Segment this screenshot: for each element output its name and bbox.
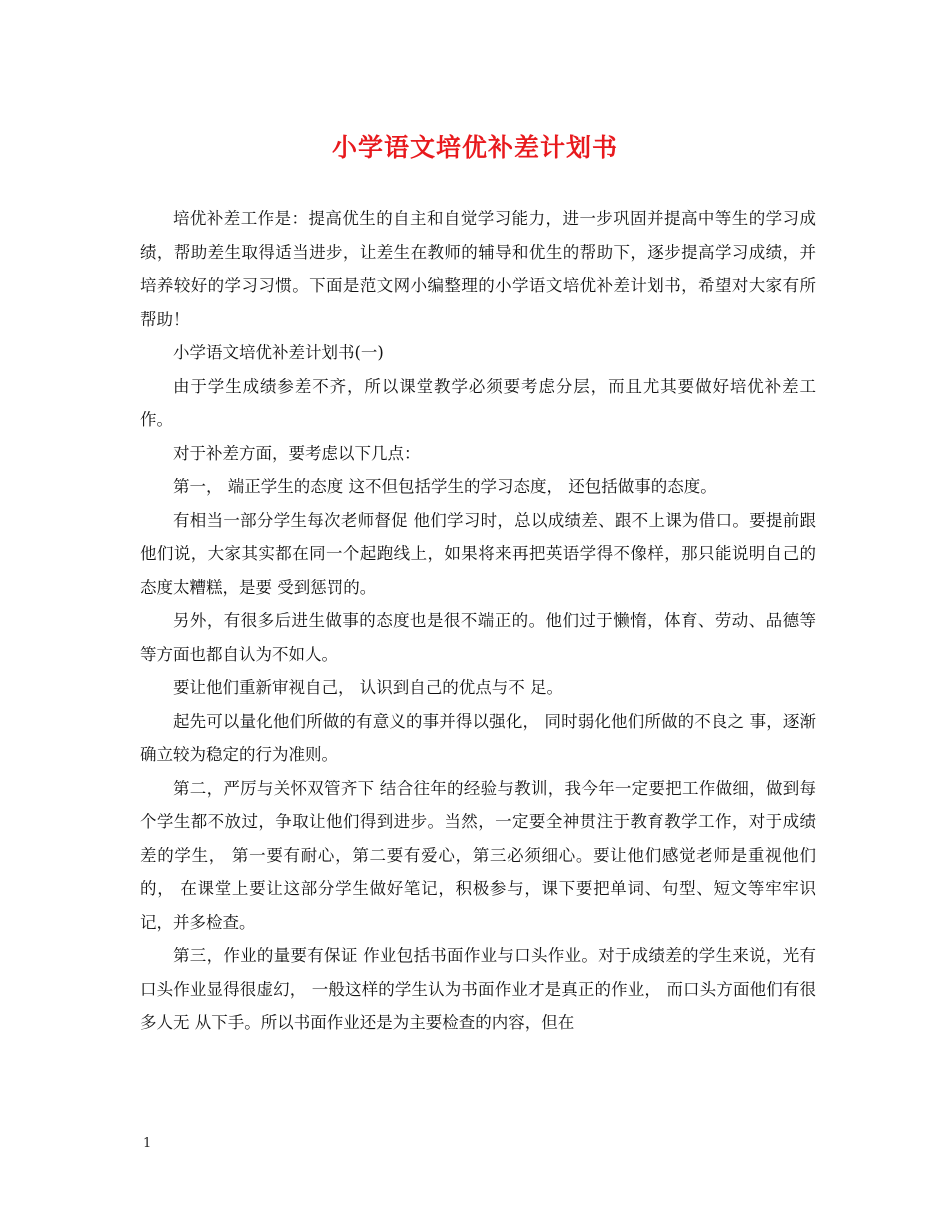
document-body [140,202,816,1040]
paragraph: 第一， 端正学生的态度 这不但包括学生的学习态度， 还包括做事的态度。 [173,477,717,496]
paragraph: 另外，有很多后进生做事的态度也是很不端正的。他们过于懒惰，体育、劳动、品德等等方面也都自认为不如人。 [140,611,816,664]
document-title: 小学语文培优补差计划书 [331,133,618,162]
paragraph-subtitle: 小学语文培优补差计划书(一) [173,343,384,362]
paragraph: 要让他们重新审视自己， 认识到自己的优点与不 足。 [173,678,563,697]
paragraph: 对于补差方面，要考虑以下几点： [173,443,421,463]
paragraph-intro: 培优补差工作是：提高优生的自主和自觉学习能力，进一步巩固并提高中等生的学习成绩，帮助差生取得适当进步，让差生在教师的辅导和优生的帮助下，逐步提高学习成绩，并培养较好的学习习惯。下面是范文网小编整理的小学语文培优补差计划书，希望对大家有所帮助！ [140,209,816,329]
page-number: 1 [143,1136,152,1151]
paragraph: 第三，作业的量要有保证 作业包括书面作业与口头作业。对于成绩差的学生来说，光有口头作业显得很虚幻， 一般这样的学生认为书面作业才是真正的作业， 而口头方面他们有很多人无 从下手。所以书面作业还是为主要检查的内容，但在 [140,946,816,1032]
paragraph: 起先可以量化他们所做的有意义的事并得以强化， 同时弱化他们所做的不良之 事，逐渐确立较为稳定的行为准则。 [140,711,816,764]
paragraph: 由于学生成绩参差不齐，所以课堂教学必须要考虑分层，而且尤其要做好培优补差工作。 [140,376,816,429]
paragraph: 有相当一部分学生每次老师督促 他们学习时，总以成绩差、跟不上课为借口。要提前跟他们说，大家其实都在同一个起跑线上，如果将来再把英语学得不像样，那只能说明自己的态度太糟糕，是要 受到惩罚的。 [140,510,816,597]
paragraph: 第二，严厉与关怀双管齐下 结合往年的经验与教训，我今年一定要把工作做细，做到每个学生都不放过，争取让他们得到进步。当然，一定要全神贯注于教育教学工作，对于成绩差的学生， 第一要有耐心，第二要有爱心，第三必须细心。要让他们感觉老师是重视他们的， 在课堂上要让这部分学生做好笔记，积极参与，课下要把单词、句型、短文等牢牢识记，并多检查。 [140,778,816,932]
